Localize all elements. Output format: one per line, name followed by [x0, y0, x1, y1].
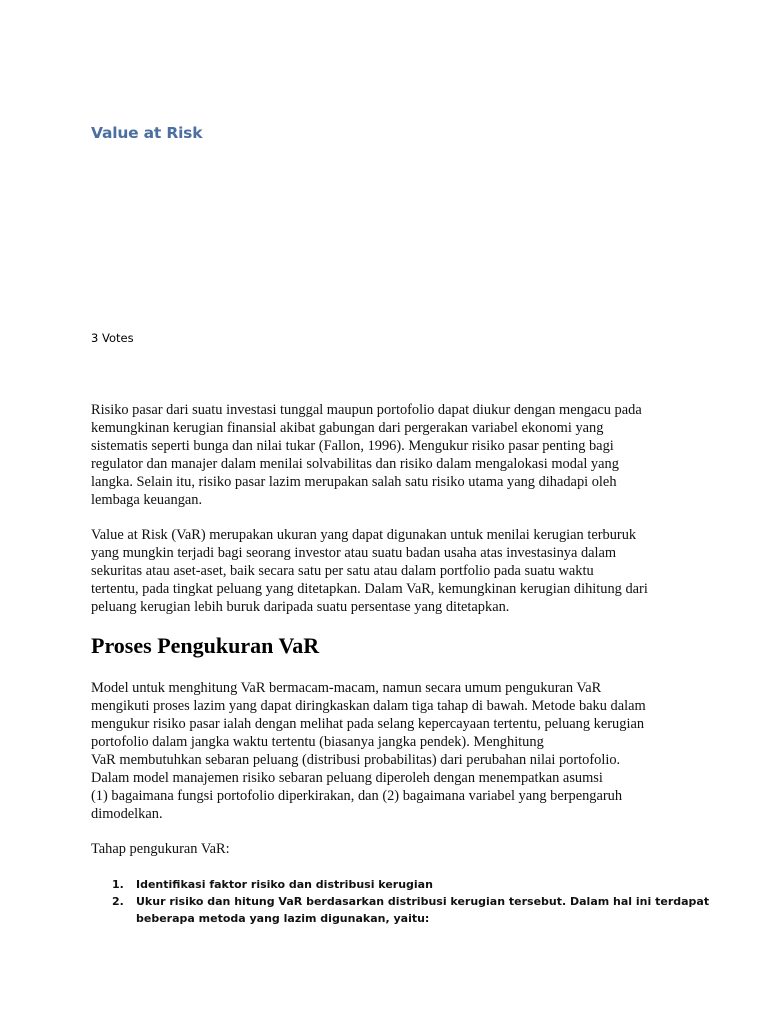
- list-item-text: Identifikasi faktor risiko dan distribusi kerugian: [136, 878, 433, 891]
- paragraph-line: Dalam model manajemen risiko sebaran peluang diperoleh dengan menempatkan asumsi: [91, 770, 603, 786]
- list-item-number: 2.: [112, 895, 124, 908]
- list-item: [91, 876, 711, 893]
- paragraph-var-models: [91, 679, 691, 823]
- paragraph-line: mengukur risiko pasar ialah dengan melihat pada selang kepercayaan tertentu, peluang kerugian: [91, 716, 645, 732]
- paragraph-line: tertentu, pada tingkat peluang yang ditetapkan. Dalam VaR, kemungkinan kerugian dihitung dari: [91, 581, 648, 597]
- paragraph-line: sekuritas atau aset-aset, baik secara satu per satu atau dalam portfolio pada suatu waktu: [91, 563, 594, 579]
- paragraph-line: portofolio dalam jangka waktu tertentu (biasanya jangka pendek). Menghitung: [91, 734, 544, 750]
- list-item: [91, 893, 711, 927]
- steps-list: [91, 876, 711, 927]
- document-title: Value at Risk: [91, 124, 203, 142]
- paragraph-line: mengikuti proses lazim yang dapat diringkaskan dalam tiga tahap di bawah. Metode baku dalam: [91, 698, 646, 714]
- list-item-text: beberapa metoda yang lazim digunakan, yaitu:: [136, 912, 430, 925]
- paragraph-line: Model untuk menghitung VaR bermacam-macam, namun secara umum pengukuran VaR: [91, 680, 602, 696]
- votes-count: 3 Votes: [91, 331, 134, 345]
- paragraph-line: peluang kerugian lebih buruk daripada suatu persentase yang ditetapkan.: [91, 599, 510, 615]
- paragraph-line: langka. Selain itu, risiko pasar lazim merupakan salah satu risiko utama yang dihadapi oleh: [91, 474, 617, 490]
- paragraph-line: yang mungkin terjadi bagi seorang investor atau suatu badan usaha atas investasinya dalam: [91, 545, 617, 561]
- paragraph-market-risk: [91, 401, 691, 509]
- paragraph-var-definition: [91, 526, 691, 616]
- list-item-number: 1.: [112, 878, 124, 891]
- paragraph-line: lembaga keuangan.: [91, 492, 203, 508]
- paragraph-line: dimodelkan.: [91, 806, 163, 822]
- paragraph-line: kemungkinan kerugian finansial akibat gabungan dari pergerakan variabel ekonomi yang: [91, 420, 604, 436]
- section-heading: Proses Pengukuran VaR: [91, 633, 320, 658]
- paragraph-line: sistematis seperti bunga dan nilai tukar (Fallon, 1996). Mengukur risiko pasar penting bagi: [91, 438, 614, 454]
- steps-intro: Tahap pengukuran VaR:: [91, 841, 230, 857]
- list-item-text: Ukur risiko dan hitung VaR berdasarkan distribusi kerugian tersebut. Dalam hal ini terdapat: [136, 895, 710, 908]
- paragraph-line: Risiko pasar dari suatu investasi tunggal maupun portofolio dapat diukur dengan mengacu pada: [91, 402, 642, 418]
- paragraph-line: VaR membutuhkan sebaran peluang (distribusi probabilitas) dari perubahan nilai portofolio.: [91, 752, 621, 768]
- paragraph-line: regulator dan manajer dalam menilai solvabilitas dan risiko dalam mengalokasi modal yang: [91, 456, 619, 472]
- paragraph-line: Value at Risk (VaR) merupakan ukuran yang dapat digunakan untuk menilai kerugian terburuk: [91, 527, 637, 543]
- paragraph-line: (1) bagaimana fungsi portofolio diperkirakan, dan (2) bagaimana variabel yang berpengaruh: [91, 788, 623, 804]
